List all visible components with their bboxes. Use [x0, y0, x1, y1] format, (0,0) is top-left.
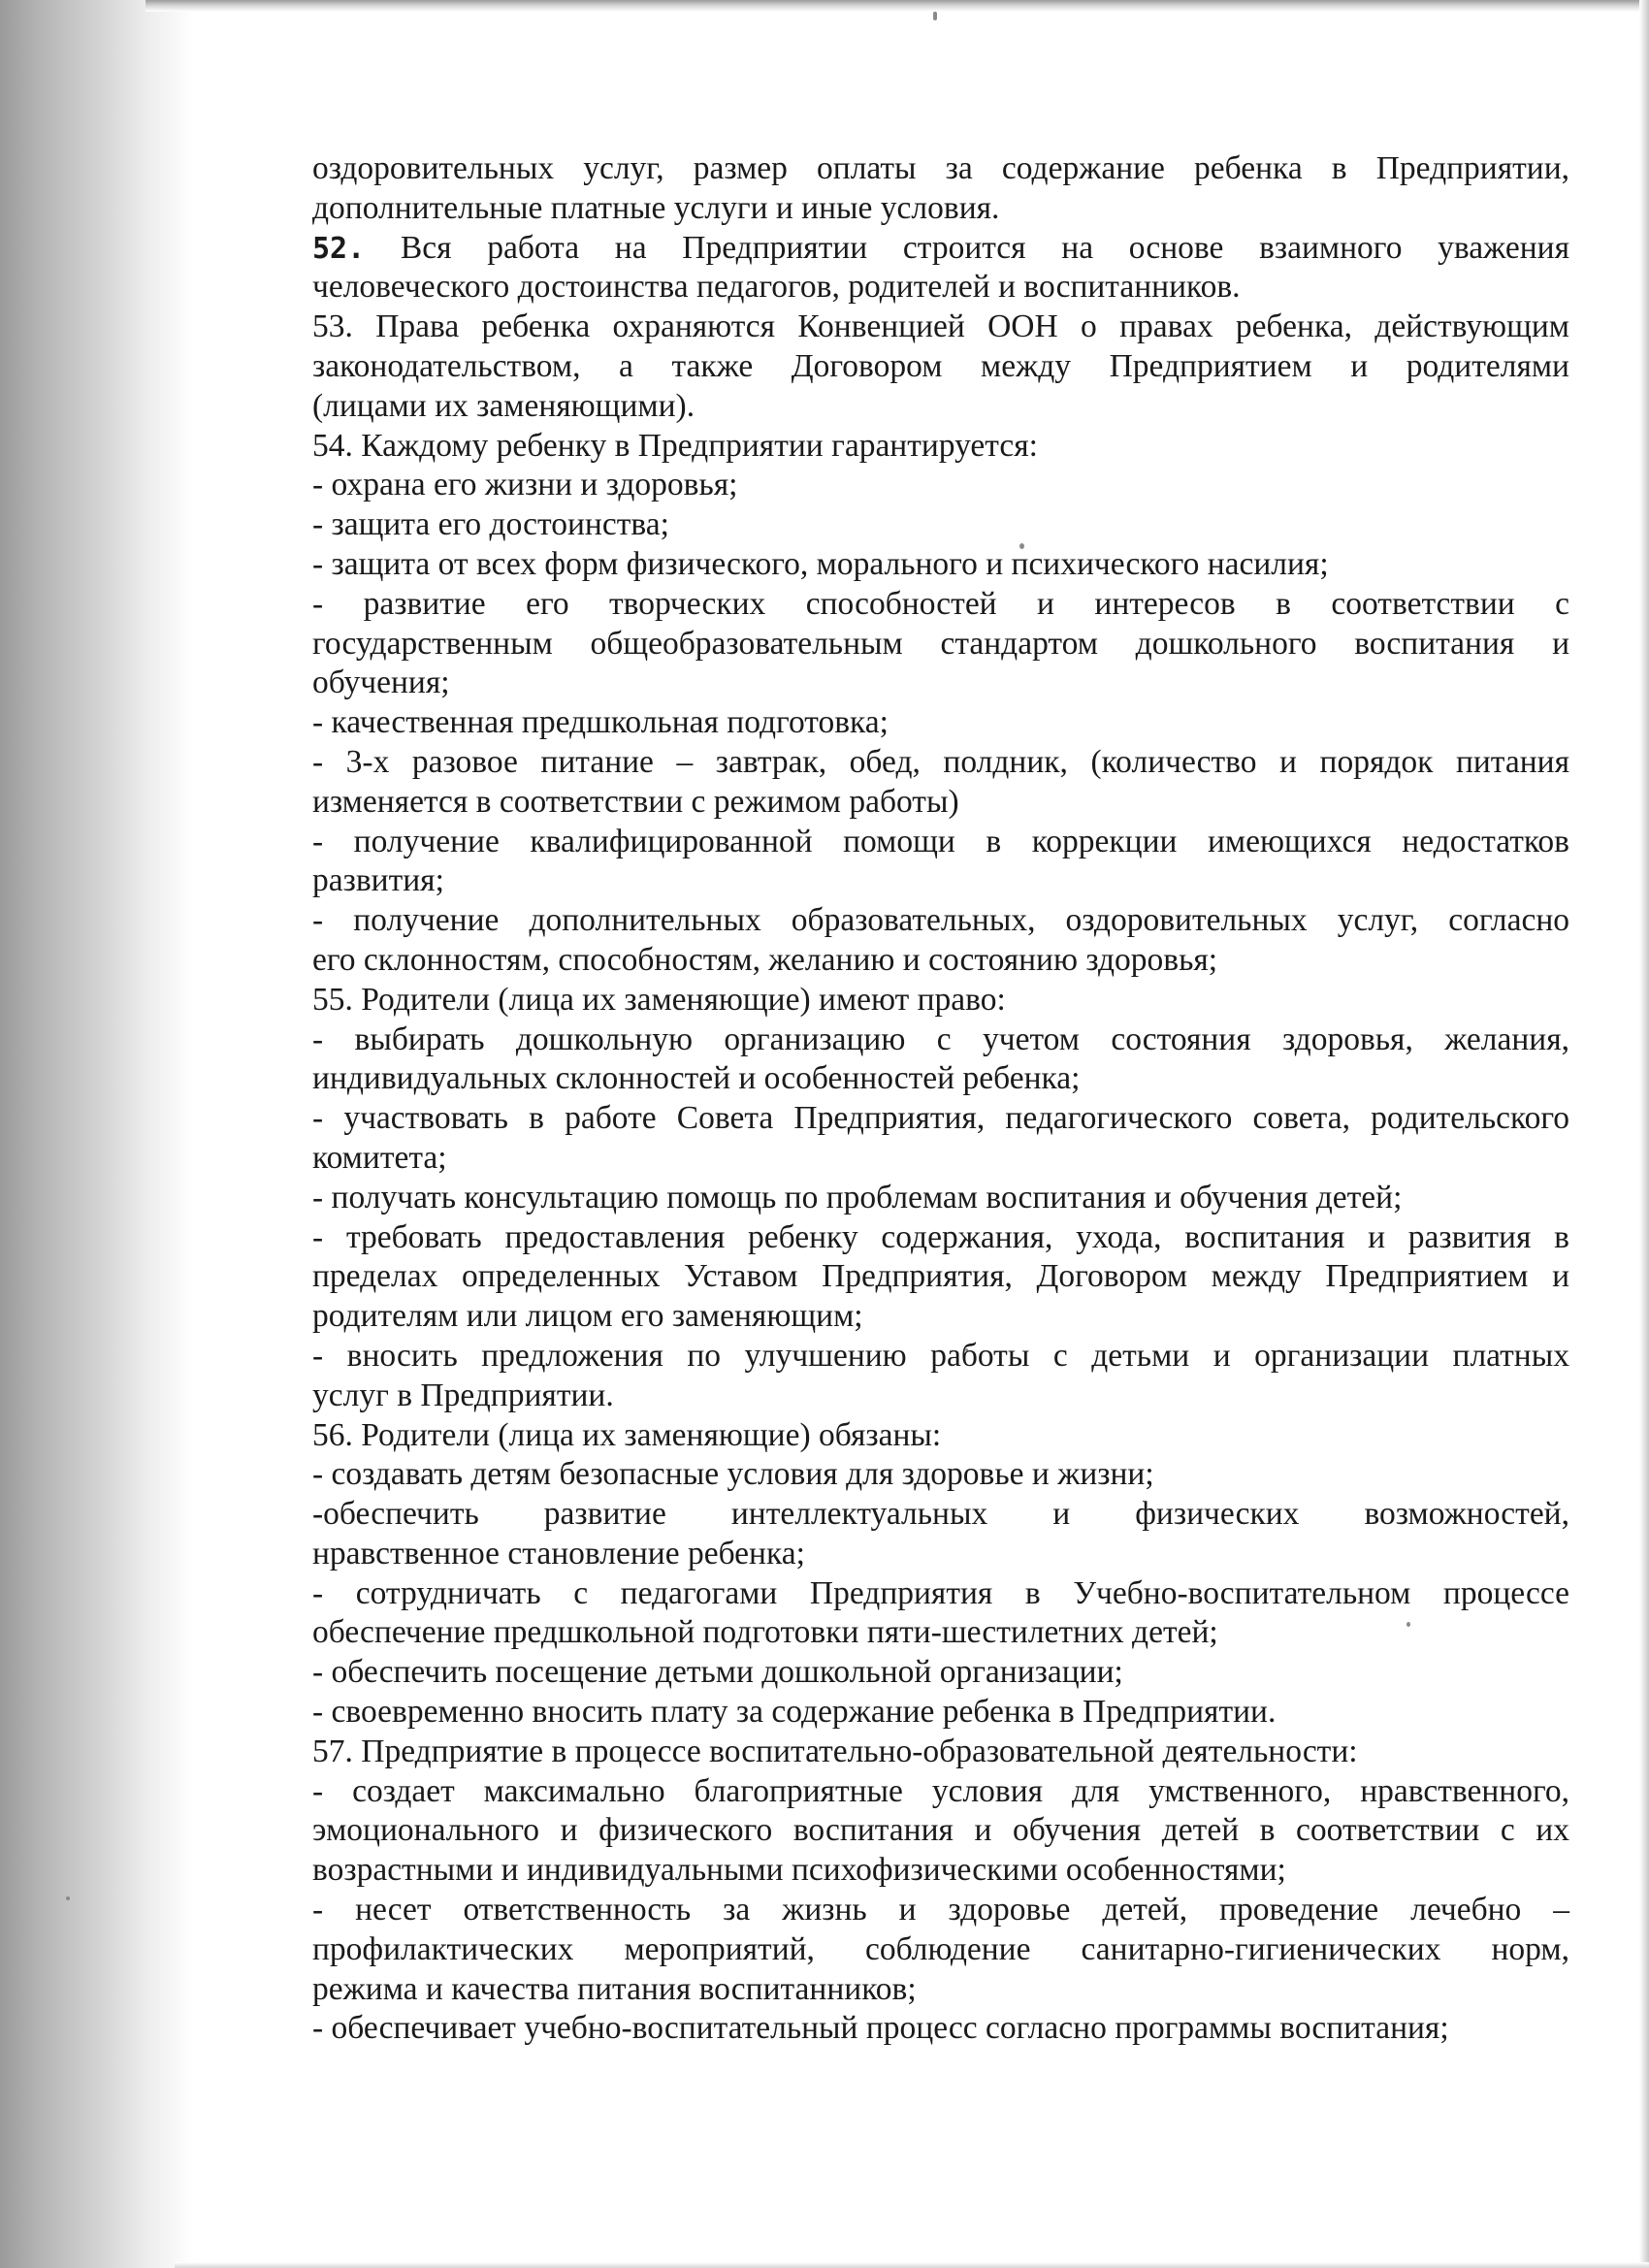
text-line: - вносить предложения по улучшению работы с детьми и организации платных	[312, 1337, 1569, 1374]
text-line: - получать консультацию помощь по проблемам воспитания и обучения детей;	[312, 1179, 1403, 1215]
text-line: его склонностям, способностям, желанию и состоянию здоровья;	[312, 941, 1218, 978]
text-line: - защита от всех форм физического, морального и психического насилия;	[312, 545, 1329, 582]
text-line: пределах определенных Уставом Предприятия, Договором между Предприятием и	[312, 1258, 1569, 1295]
text-line: родителям или лицом его заменяющим;	[312, 1298, 863, 1335]
text-line: 57. Предприятие в процессе воспитательно-образовательной деятельности:	[312, 1733, 1358, 1769]
text-line: человеческого достоинства педагогов, родителей и воспитанников.	[312, 269, 1241, 306]
text-line: - несет ответственность за жизнь и здоровье детей, проведение лечебно –	[312, 1892, 1569, 1928]
text-line: услуг в Предприятии.	[312, 1377, 614, 1413]
text-line: - выбирать дошкольную организацию с учетом состояния здоровья, желания,	[312, 1021, 1569, 1057]
text-line: - получение дополнительных образовательных, оздоровительных услуг, согласно	[312, 902, 1569, 939]
text-line: профилактических мероприятий, соблюдение санитарно-гигиенических норм,	[312, 1930, 1569, 1967]
line-text: Вся работа на Предприятии строится на основе взаимного уважения	[365, 229, 1569, 266]
text-line: - 3-х разовое питание – завтрак, обед, полдник, (количество и порядок питания	[312, 743, 1569, 780]
scan-top-edge	[146, 0, 1649, 12]
text-line: - своевременно вносить плату за содержание ребенка в Предприятии.	[312, 1694, 1277, 1731]
text-line: 54. Каждому ребенку в Предприятии гарантируется:	[312, 427, 1038, 464]
scan-bottom-edge	[175, 2262, 1649, 2268]
scan-speck	[933, 12, 937, 20]
text-line: развития;	[312, 862, 444, 899]
text-line: - защита его достоинства;	[312, 506, 669, 543]
text-line: - развитие его творческих способностей и интересов в соответствии с	[312, 585, 1569, 622]
text-line: 53. Права ребенка охраняются Конвенцией ООН о правах ребенка, действующим	[312, 308, 1569, 345]
scan-speck	[66, 1896, 70, 1900]
text-line: эмоционального и физического воспитания и обучения детей в соответствии с их	[312, 1812, 1569, 1849]
text-line: обеспечение предшкольной подготовки пяти-шестилетних детей;	[312, 1614, 1218, 1651]
text-line: государственным общеобразовательным стандартом дошкольного воспитания и	[312, 625, 1569, 662]
text-line: (лицами их заменяющими).	[312, 387, 695, 424]
text-line: возрастными и индивидуальными психофизическими особенностями;	[312, 1852, 1286, 1889]
text-line: индивидуальных склонностей и особенностей ребенка;	[312, 1060, 1081, 1097]
text-line: оздоровительных услуг, размер оплаты за содержание ребенка в Предприятии,	[312, 150, 1569, 186]
scan-right-edge	[1639, 0, 1649, 2268]
document-page	[312, 149, 1569, 2049]
text-line: режима и качества питания воспитанников;	[312, 1970, 917, 2007]
text-line: комитета;	[312, 1139, 447, 1176]
text-line: 56. Родители (лица их заменяющие) обязаны:	[312, 1416, 942, 1453]
text-line: дополнительные платные услуги и иные условия.	[312, 189, 1000, 226]
text-line	[312, 229, 1569, 269]
text-line: - качественная предшкольная подготовка;	[312, 704, 889, 741]
text-line: обучения;	[312, 664, 450, 701]
text-line: законодательством, а также Договором между Предприятием и родителями	[312, 347, 1569, 384]
text-line: - требовать предоставления ребенку содержания, ухода, воспитания и развития в	[312, 1218, 1569, 1255]
text-line: нравственное становление ребенка;	[312, 1535, 805, 1571]
text-line: - создавать детям безопасные условия для здоровье и жизни;	[312, 1456, 1154, 1493]
text-line: - участвовать в работе Совета Предприятия, педагогического совета, родительского	[312, 1100, 1569, 1137]
text-line: - охрана его жизни и здоровья;	[312, 467, 738, 503]
text-line: - обеспечить посещение детьми дошкольной организации;	[312, 1654, 1123, 1691]
scan-gutter-shadow	[0, 0, 194, 2268]
text-line: изменяется в соответствии с режимом работы)	[312, 783, 959, 820]
text-line: -обеспечить развитие интеллектуальных и физических возможностей,	[312, 1496, 1569, 1533]
text-line: - получение квалифицированной помощи в коррекции имеющихся недостатков	[312, 823, 1569, 859]
text-line: - сотрудничать с педагогами Предприятия в Учебно-воспитательном процессе	[312, 1574, 1569, 1611]
text-line: - обеспечивает учебно-воспитательный процесс согласно программы воспитания;	[312, 2010, 1449, 2047]
clause-number: 52.	[312, 231, 366, 266]
text-line: - создает максимально благоприятные условия для умственного, нравственного,	[312, 1772, 1569, 1809]
text-line: 55. Родители (лица их заменяющие) имеют право:	[312, 981, 1006, 1018]
